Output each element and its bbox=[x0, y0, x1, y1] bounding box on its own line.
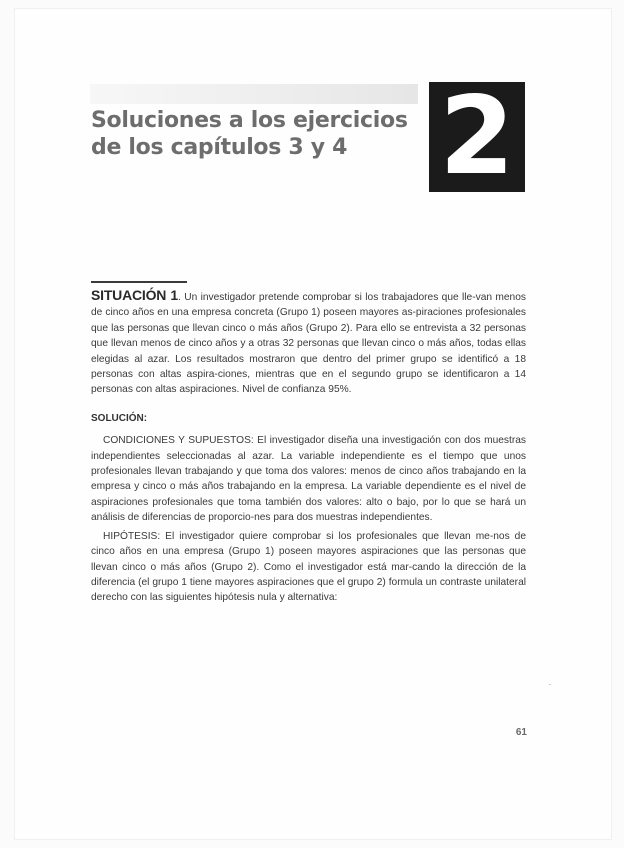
chapter-number-box: 2 bbox=[429, 82, 525, 192]
page-number: 61 bbox=[515, 727, 527, 738]
situation-text: . Un investigador pretende comprobar si los trabajadores que lle-van menos de cinco años en una empresa concreta (Grupo 1) poseen mayores as-piraciones profesionales que las personas que llevan cinco o más años (Grupo 2). Para ello se entrevista a 32 personas que llevan menos de cinco años y a otras 32 personas que llevan cinco o más años, todas ellas elegidas al azar. Los resultados mostraron que dentro del primer grupo se identificó a 18 personas con altas aspira-ciones, mientras que en el segundo grupo se identificaron a 14 personas con altas aspiraciones. Nivel de confianza 95%. bbox=[91, 292, 526, 396]
scan-speck bbox=[549, 684, 551, 685]
situation-label: SITUACIÓN 1 bbox=[91, 287, 179, 303]
chapter-title-line-1: Soluciones a los ejercicios bbox=[91, 108, 408, 133]
section-rule bbox=[91, 281, 187, 283]
chapter-title-line-2: de los capítulos 3 y 4 bbox=[91, 135, 348, 160]
conditions-paragraph: CONDICIONES Y SUPUESTOS: El investigador diseña una investigación con dos muestras independientes seleccionadas al azar. La variable independiente es el tiempo que unos profesionales llevan trabajando y que toma dos valores: menos de cinco años trabajando en la empresa y cinco o más años trabajando en la empresa. La variable dependiente es el nivel de aspiraciones profesionales que toma también dos valores: alto o bajo, por lo que se hará un análisis de diferencias de proporcio-nes para dos muestras independientes. bbox=[91, 435, 526, 524]
chapter-title bbox=[91, 107, 421, 161]
situation-paragraph bbox=[91, 288, 526, 398]
header-band bbox=[90, 84, 418, 104]
hypothesis-paragraph: HIPÓTESIS: El investigador quiere comprobar si los profesionales que llevan me-nos de cinco años en una empresa (Grupo 1) poseen mayores aspiraciones que las personas que llevan cinco o más años (Grupo 2). Como el investigador está mar-cando la dirección de la diferencia (el grupo 1 tiene mayores aspiraciones que el grupo 2) formula un contraste unilateral derecho con las siguientes hipótesis nula y alternativa: bbox=[91, 530, 526, 604]
body-content bbox=[91, 288, 526, 606]
solution-heading: SOLUCIÓN: bbox=[91, 412, 148, 424]
